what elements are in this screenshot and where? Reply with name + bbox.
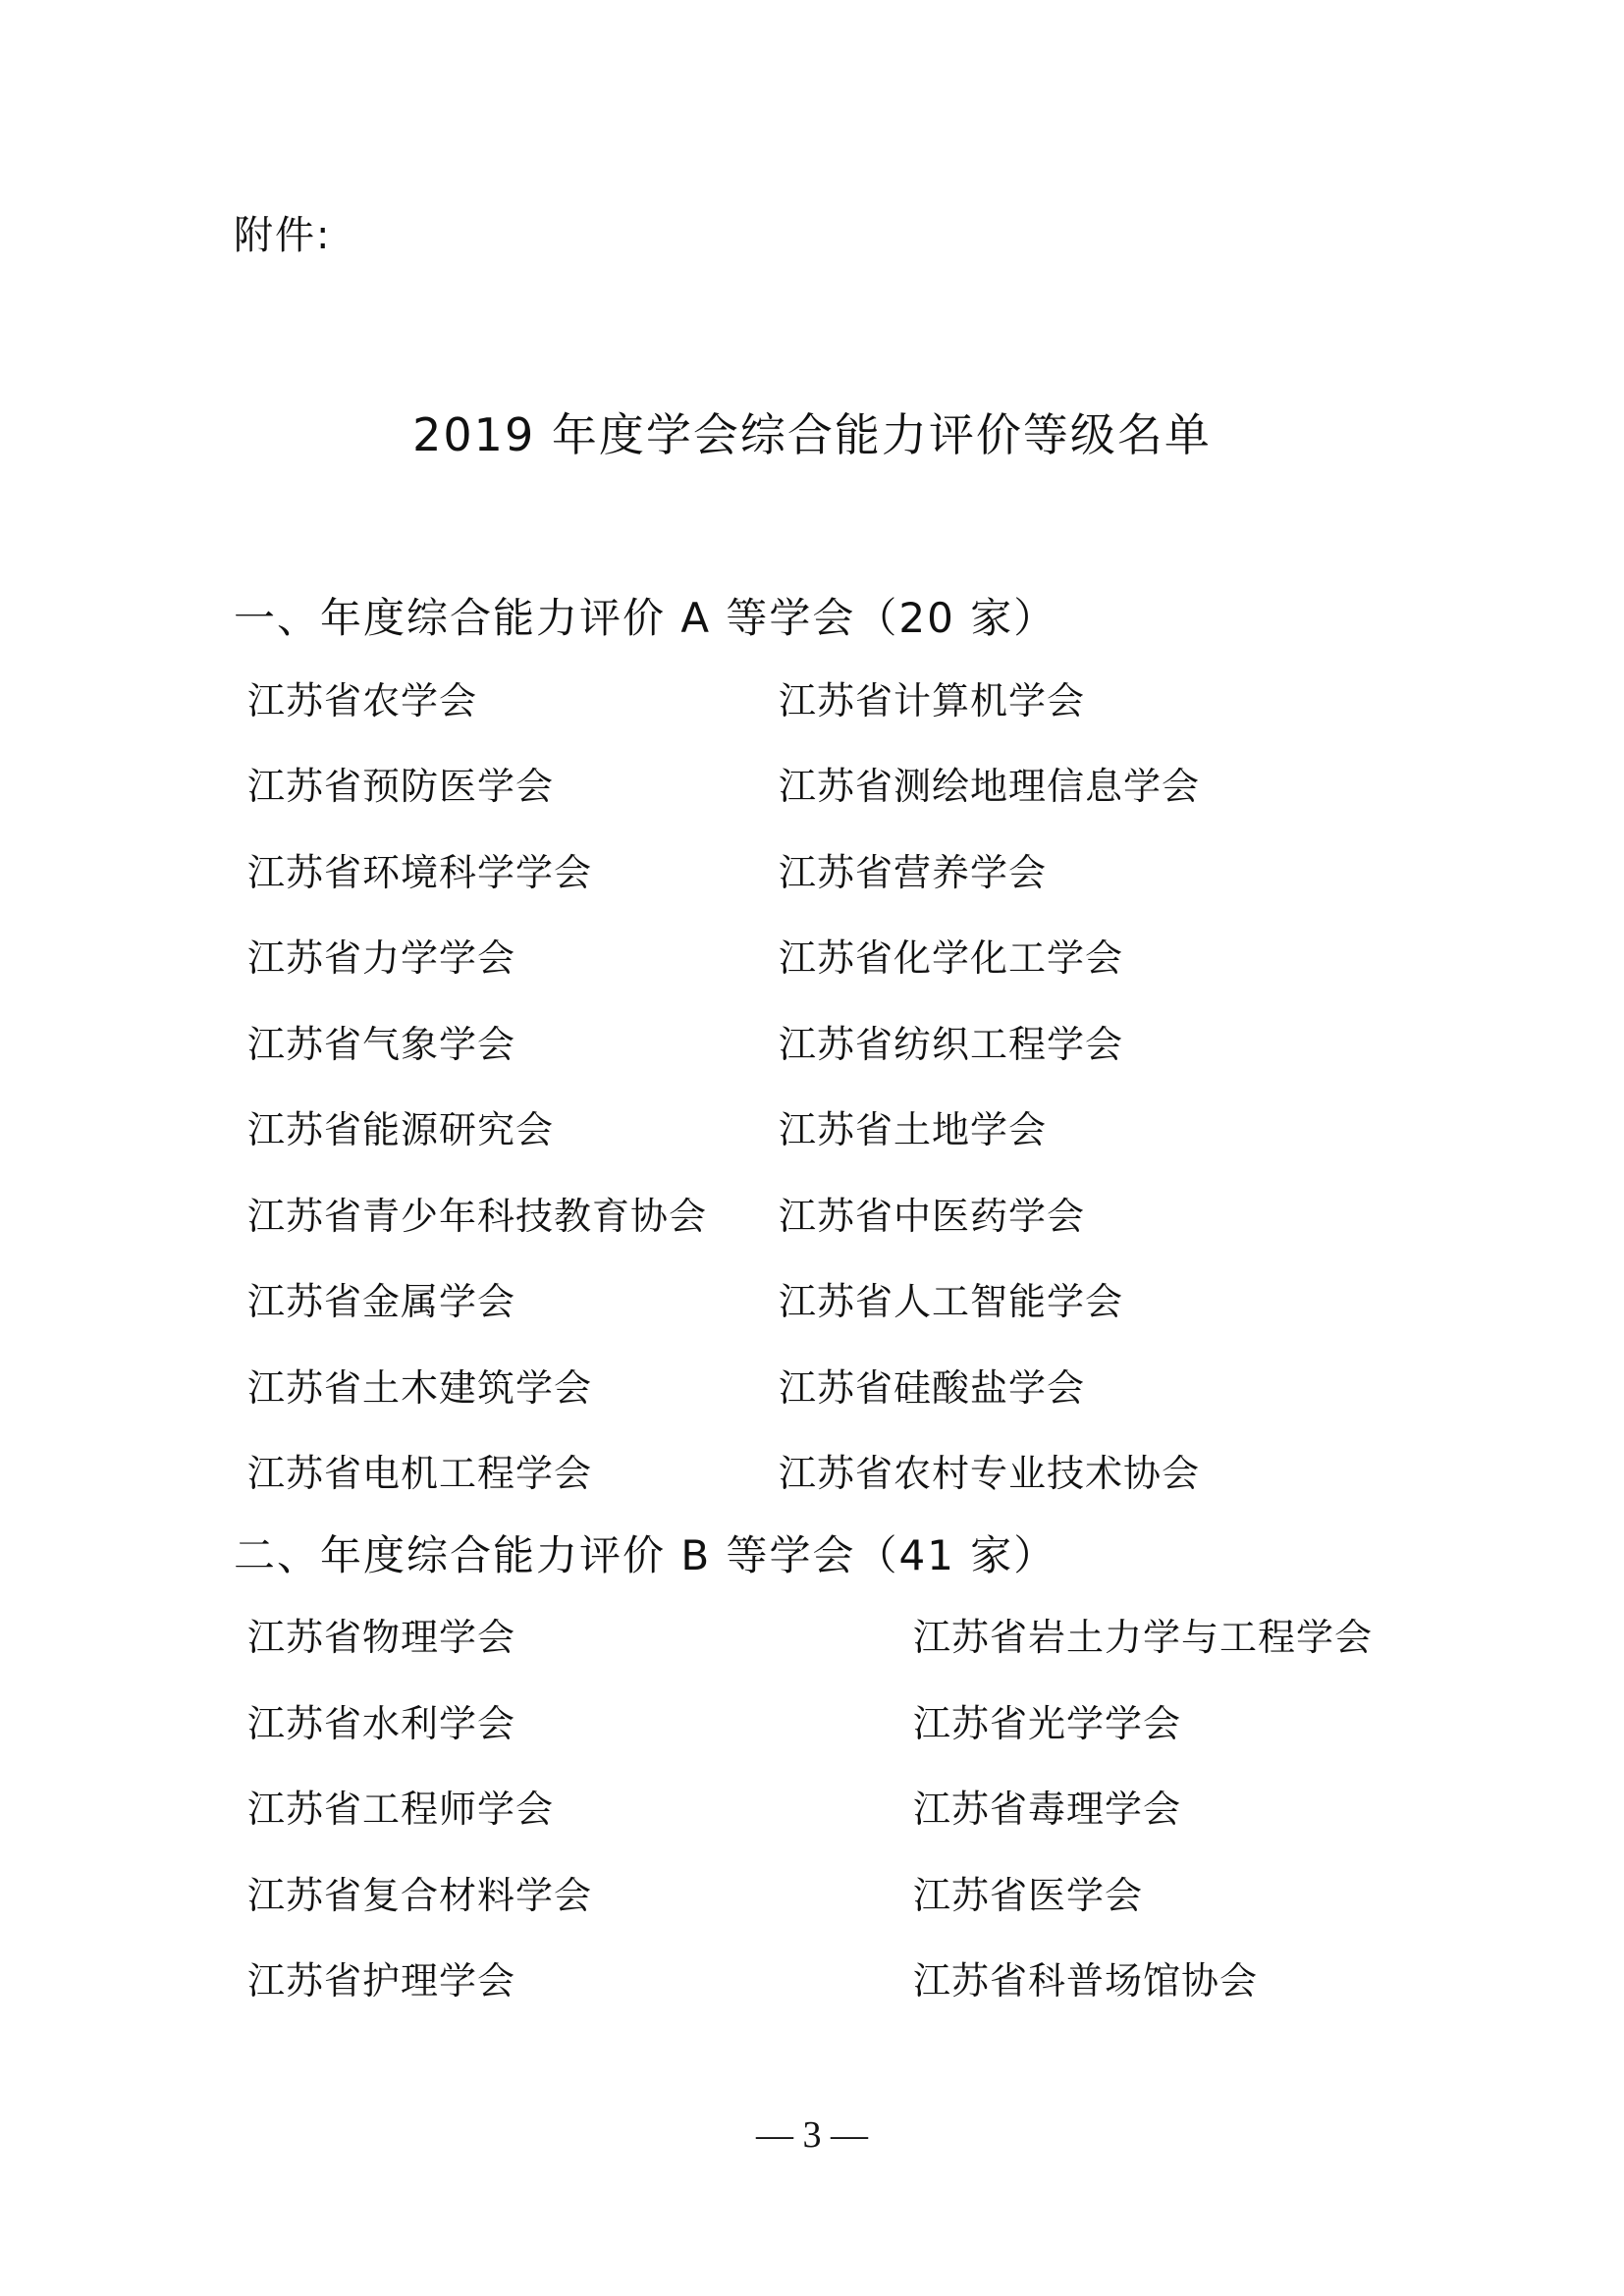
section-a-heading: 一、年度综合能力评价 A 等学会（20 家） bbox=[234, 594, 1057, 642]
list-item: 江苏省气象学会 bbox=[247, 1023, 516, 1066]
list-item: 江苏省科普场馆协会 bbox=[913, 1959, 1259, 2002]
list-item: 江苏省金属学会 bbox=[247, 1280, 516, 1323]
list-item: 江苏省物理学会 bbox=[247, 1616, 516, 1659]
list-item: 江苏省毒理学会 bbox=[913, 1788, 1182, 1831]
list-item: 江苏省人工智能学会 bbox=[779, 1280, 1124, 1323]
list-item: 江苏省化学化工学会 bbox=[779, 936, 1124, 980]
list-item: 江苏省农学会 bbox=[247, 679, 478, 722]
section-b-heading: 二、年度综合能力评价 B 等学会（41 家） bbox=[234, 1531, 1057, 1579]
page-title: 2019 年度学会综合能力评价等级名单 bbox=[412, 408, 1212, 461]
list-item: 江苏省纺织工程学会 bbox=[779, 1023, 1124, 1066]
list-item: 江苏省青少年科技教育协会 bbox=[247, 1195, 708, 1238]
list-item: 江苏省医学会 bbox=[913, 1874, 1144, 1917]
list-item: 江苏省力学学会 bbox=[247, 936, 516, 980]
attachment-label: 附件: bbox=[234, 213, 332, 258]
list-item: 江苏省土木建筑学会 bbox=[247, 1366, 593, 1410]
list-item: 江苏省土地学会 bbox=[779, 1108, 1048, 1151]
list-item: 江苏省能源研究会 bbox=[247, 1108, 555, 1151]
list-item: 江苏省光学学会 bbox=[913, 1702, 1182, 1745]
list-item: 江苏省岩土力学与工程学会 bbox=[913, 1616, 1374, 1659]
list-item: 江苏省水利学会 bbox=[247, 1702, 516, 1745]
list-item: 江苏省护理学会 bbox=[247, 1959, 516, 2002]
page-number: — 3 — bbox=[756, 2114, 868, 2156]
list-item: 江苏省预防医学会 bbox=[247, 765, 555, 808]
list-item: 江苏省计算机学会 bbox=[779, 679, 1086, 722]
list-item: 江苏省营养学会 bbox=[779, 851, 1048, 894]
list-item: 江苏省中医药学会 bbox=[779, 1195, 1086, 1238]
list-item: 江苏省电机工程学会 bbox=[247, 1452, 593, 1495]
list-item: 江苏省农村专业技术协会 bbox=[779, 1452, 1201, 1495]
list-item: 江苏省测绘地理信息学会 bbox=[779, 765, 1201, 808]
list-item: 江苏省复合材料学会 bbox=[247, 1874, 593, 1917]
list-item: 江苏省硅酸盐学会 bbox=[779, 1366, 1086, 1410]
list-item: 江苏省环境科学学会 bbox=[247, 851, 593, 894]
list-item: 江苏省工程师学会 bbox=[247, 1788, 555, 1831]
